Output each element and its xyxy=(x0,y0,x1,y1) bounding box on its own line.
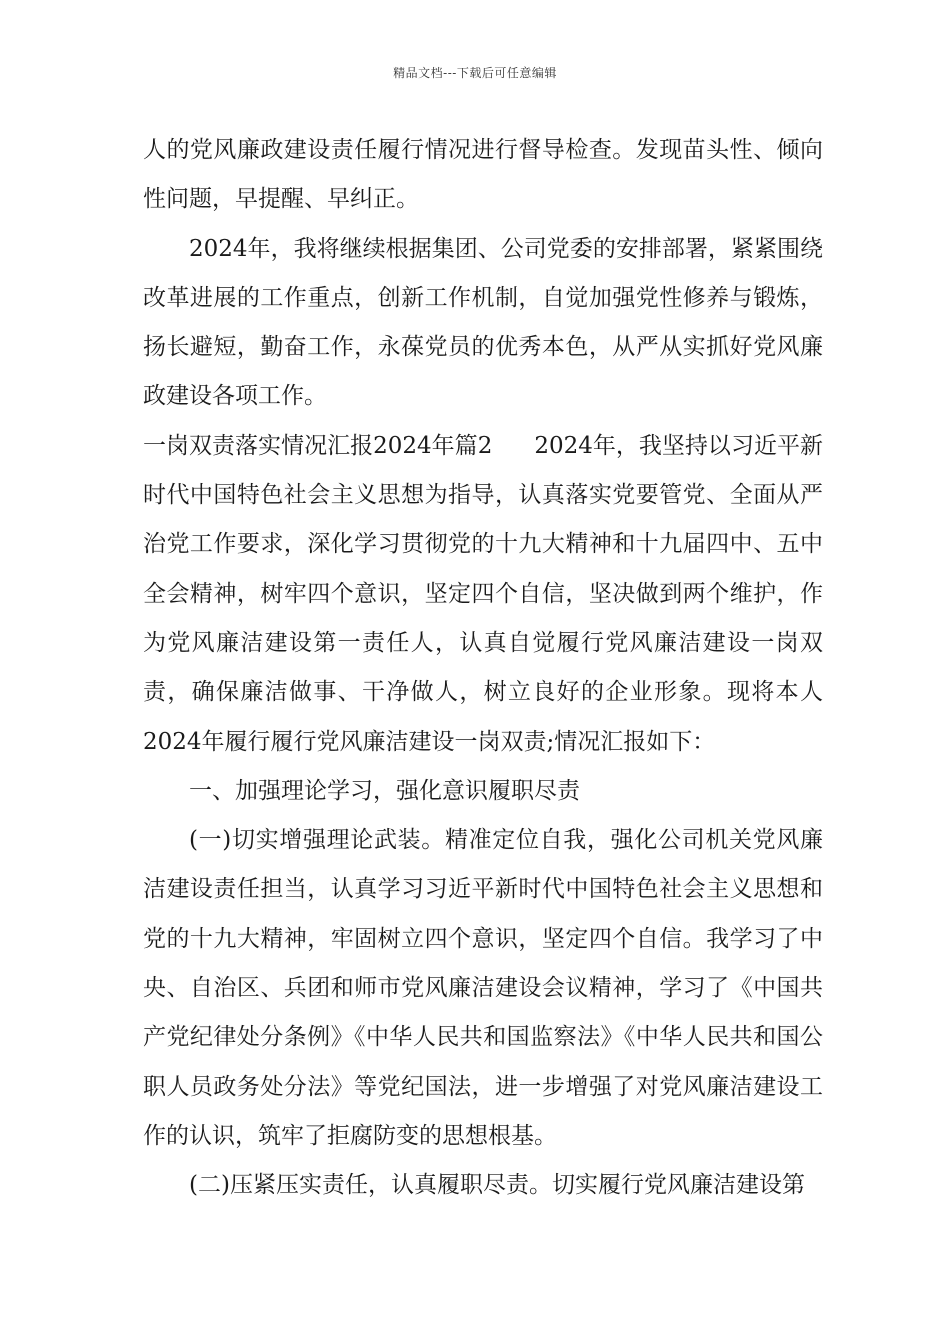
paragraph-2024-plan: 2024年，我将继续根据集团、公司党委的安排部署，紧紧围绕改革进展的工作重点，创新工作机制，自觉加强党性修养与锻炼，扬长避短，勤奋工作，永葆党员的优秀本色，从严从实抓好党风廉政建设各项工作。 xyxy=(143,235,823,410)
document-body xyxy=(143,126,823,1211)
paragraph-report-2 xyxy=(143,422,823,767)
report-intro: 2024年，我坚持以习近平新时代中国特色社会主义思想为指导，认真落实党要管党、全面从严治党工作要求，深化学习贯彻党的十九大精神和十九届四中、五中全会精神，树牢四个意识，坚定四个自信，坚决做到两个维护，作为党风廉洁建设第一责任人，认真自觉履行党风廉洁建设一岗双责，确保廉洁做事、干净做人，树立良好的企业形象。现将本人2024年履行履行党风廉洁建设一岗双责;情况汇报如下： xyxy=(143,432,823,755)
paragraph-responsibility: (二)压紧压实责任，认真履职尽责。切实履行党风廉洁建设第 xyxy=(189,1172,805,1199)
paragraph-theory-study: (一)切实增强理论武装。精准定位自我，强化公司机关党风廉洁建设责任担当，认真学习习近平新时代中国特色社会主义思想和党的十九大精神，牢固树立四个意识，坚定四个自信。我学习了中央、自治区、兵团和师市党风廉洁建设会议精神，学习了《中国共产党纪律处分条例》《中华人民共和国监察法》《中华人民共和国公职人员政务处分法》等党纪国法，进一步增强了对党风廉洁建设工作的认识，筑牢了拒腐防变的思想根基。 xyxy=(143,827,823,1149)
paragraph-continuation: 人的党风廉政建设责任履行情况进行督导检查。发现苗头性、倾向性问题，早提醒、早纠正。 xyxy=(143,137,823,213)
report-title: 一岗双责落实情况汇报2024年篇2 xyxy=(143,432,493,459)
section-heading-1: 一、加强理论学习，强化意识履职尽责 xyxy=(189,777,580,804)
page-header: 精品文档---下载后可任意编辑 xyxy=(393,66,557,80)
